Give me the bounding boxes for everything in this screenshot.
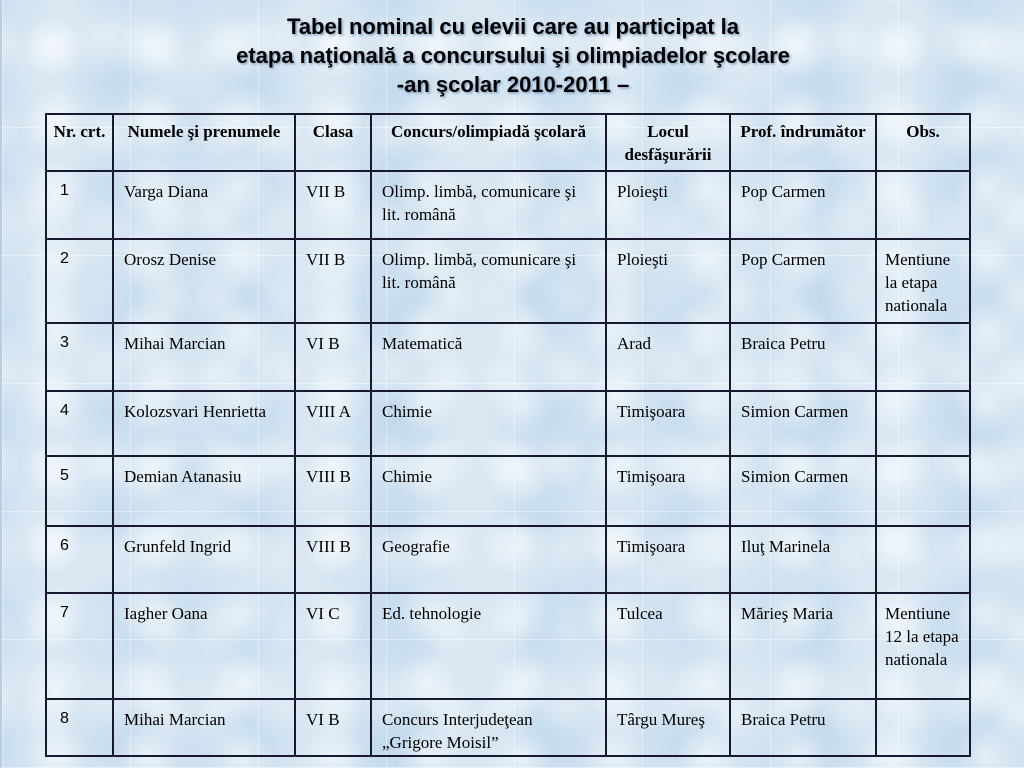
cell-concurs: Olimp. limbă, comunicare şi lit. română [371, 239, 606, 323]
cell-concurs: Ed. tehnologie [371, 593, 606, 699]
column-header-locul: Locul desfăşurării [606, 114, 730, 171]
column-header-obs: Obs. [876, 114, 970, 171]
table-row [46, 456, 970, 526]
title-line-2: etapa naţională a concursului şi olimpiadelor şcolare [236, 43, 790, 68]
cell-clasa: VIII A [295, 391, 371, 456]
cell-locul: Timişoara [606, 391, 730, 456]
title-line-3: -an şcolar 2010-2011 – [396, 72, 630, 97]
cell-nume: Grunfeld Ingrid [113, 526, 295, 593]
cell-obs: Mentiune 12 la etapa nationala [876, 593, 970, 699]
cell-concurs: Chimie [371, 391, 606, 456]
cell-prof: Mărieş Maria [730, 593, 876, 699]
cell-concurs: Geografie [371, 526, 606, 593]
cell-nr: 7 [46, 593, 113, 699]
cell-nume: Mihai Marcian [113, 323, 295, 391]
cell-prof: Braica Petru [730, 323, 876, 391]
table-row [46, 323, 970, 391]
cell-obs [876, 171, 970, 239]
cell-prof: Simion Carmen [730, 391, 876, 456]
cell-obs [876, 391, 970, 456]
cell-locul: Timişoara [606, 456, 730, 526]
cell-locul: Arad [606, 323, 730, 391]
cell-nume: Orosz Denise [113, 239, 295, 323]
cell-prof: Braica Petru [730, 699, 876, 756]
cell-clasa: VI B [295, 699, 371, 756]
cell-clasa: VII B [295, 171, 371, 239]
cell-concurs: Matematică [371, 323, 606, 391]
table-row [46, 526, 970, 593]
cell-locul: Tulcea [606, 593, 730, 699]
table-row [46, 699, 970, 756]
cell-nr: 4 [46, 391, 113, 456]
column-header-nr: Nr. crt. [46, 114, 113, 171]
cell-obs [876, 526, 970, 593]
cell-nume: Demian Atanasiu [113, 456, 295, 526]
cell-clasa: VI C [295, 593, 371, 699]
column-header-concurs: Concurs/olimpiadă şcolară [371, 114, 606, 171]
cell-clasa: VI B [295, 323, 371, 391]
table-row [46, 391, 970, 456]
cell-concurs: Chimie [371, 456, 606, 526]
cell-nr: 6 [46, 526, 113, 593]
cell-concurs: Olimp. limbă, comunicare şi lit. română [371, 171, 606, 239]
cell-obs [876, 323, 970, 391]
cell-prof: Pop Carmen [730, 171, 876, 239]
cell-nr: 5 [46, 456, 113, 526]
table-row [46, 593, 970, 699]
title-line-1: Tabel nominal cu elevii care au participat la [287, 14, 739, 39]
cell-locul: Ploieşti [606, 171, 730, 239]
cell-obs: Mentiune la etapa nationala [876, 239, 970, 323]
cell-nume: Mihai Marcian [113, 699, 295, 756]
cell-nr: 1 [46, 171, 113, 239]
cell-nr: 3 [46, 323, 113, 391]
cell-prof: Simion Carmen [730, 456, 876, 526]
table-row [46, 171, 970, 239]
column-header-prof: Prof. îndrumător [730, 114, 876, 171]
cell-nume: Varga Diana [113, 171, 295, 239]
cell-clasa: VIII B [295, 526, 371, 593]
cell-nr: 2 [46, 239, 113, 323]
cell-nume: Kolozsvari Henrietta [113, 391, 295, 456]
participants-table [45, 113, 971, 757]
cell-nr: 8 [46, 699, 113, 756]
cell-nume: Iagher Oana [113, 593, 295, 699]
table-header-row [46, 114, 970, 171]
cell-clasa: VIII B [295, 456, 371, 526]
table-row [46, 239, 970, 323]
column-header-clasa: Clasa [295, 114, 371, 171]
cell-obs [876, 699, 970, 756]
cell-clasa: VII B [295, 239, 371, 323]
cell-prof: Pop Carmen [730, 239, 876, 323]
column-header-nume: Numele şi prenumele [113, 114, 295, 171]
cell-locul: Ploieşti [606, 239, 730, 323]
cell-locul: Timişoara [606, 526, 730, 593]
cell-obs [876, 456, 970, 526]
page-title [2, 12, 1024, 99]
cell-prof: Iluţ Marinela [730, 526, 876, 593]
cell-locul: Târgu Mureş [606, 699, 730, 756]
cell-concurs: Concurs Interjudeţean „Grigore Moisil” [371, 699, 606, 756]
